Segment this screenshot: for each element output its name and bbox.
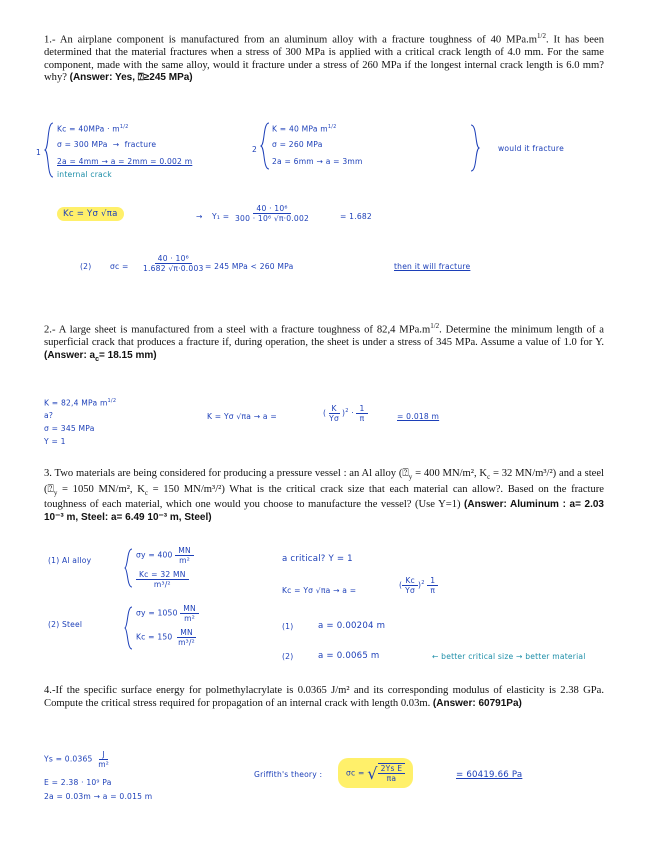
problem-2-text: 2.- A large sheet is manufactured from a steel with a fracture toughness of 82,4 MPa.m — [44, 324, 431, 336]
p2-a-unknown: a? — [44, 411, 54, 420]
problem-2-text-cont: . Determine the minimum length of a superficial crack that produces a fracture if, during operation, the sheet is under a stress of 345 MPa. Assume a value of 1.0 for Y. — [44, 324, 604, 349]
p4-result: = 60419.66 Pa — [456, 770, 523, 780]
sigma-c-fraction: $\frac{\text{40 · 10⁶}}{1.682 √\pi\cdot 0.003}$ — [143, 254, 204, 273]
p2-formula: K = Yσ √πa → a = — [207, 412, 277, 421]
a-critical-question: a critical? Y = 1 — [282, 554, 353, 564]
problem-3-answer: (Answer: Aluminum : a= 2.03 10⁻³ m, Steel: a= 6.49 10⁻³ m, Steel) — [44, 499, 604, 523]
internal-crack-note: internal crack — [57, 170, 112, 179]
y-label: Y₁ = — [212, 212, 230, 221]
subscript: c — [487, 473, 491, 482]
al-sigma-y: σy = 400 $\frac{MN}{\text{m²}}$ — [136, 546, 194, 565]
griffith-label: Griffith's theory : — [254, 770, 323, 779]
case-1-crack: 2a = 4mm → a = 2mm = 0.002 m — [57, 157, 193, 166]
sigma-c-label: σc = — [110, 262, 129, 271]
result-1: a = 0.00204 m — [318, 621, 386, 631]
case-2-k: K = 40 MPa $m^{1/2}$ — [272, 124, 337, 134]
problem-1-text: 1.- An airplane component is manufactured from an aluminum alloy with a fracture toughness of 40 MPa.m — [44, 34, 538, 46]
problem-3-text: = 150 MN/m³/²) What is the critical crack size that each material can allow?. Based on the fracture toughness of each material, which one would you choose to manufacture the vessel? (Use Y=1) — [44, 483, 604, 511]
subscript: y — [53, 488, 58, 497]
case-2-sigma: σ = 260 MPa — [272, 140, 323, 149]
al-brace — [124, 548, 133, 588]
p3-formula: Kc = Yσ √πa → a = — [282, 586, 357, 595]
case-2-brace — [260, 122, 270, 170]
sigma-c-result: = 245 MPa < 260 MPa — [205, 262, 294, 271]
al-alloy-label: (1) Al alloy — [48, 556, 92, 565]
problem-2-answer: (Answer: $a_c= 18.15$ mm) — [44, 349, 157, 363]
steel-brace — [124, 606, 133, 650]
exponent: 1/2 — [537, 32, 546, 40]
problem-1-text-cont: . It has been determined that the material fractures when a stress of 300 MPa is applied with a critical crack length of 4.0 mm. For the same component, made with the same alloy, would it fracture under a stress of 260 MPa if the longest internal crack length is 6.0 mm? why? — [44, 34, 605, 84]
griffith-formula-highlight: σc = √ $\frac{\text{2Ys E}}{\pi a}$ — [338, 758, 413, 788]
then-fracture-note: then it will fracture — [394, 262, 471, 271]
case-2-close-brace — [470, 124, 480, 172]
y-result: = 1.682 — [340, 212, 372, 221]
case-1-label: 1 — [36, 148, 42, 157]
problem-3-statement — [44, 468, 604, 525]
problem-3-text: = 1050 MN/m², K — [57, 483, 145, 495]
case-1-kc: $Kc = 40MPa \cdot m^{1/2}$ — [57, 124, 129, 134]
case-2-crack: 2a = 6mm → a = 3mm — [272, 157, 363, 166]
kc-formula-highlight: Kc = Yσ √πa — [57, 207, 124, 221]
p4-e: E = 2.38 · 10⁹ Pa — [44, 778, 112, 787]
problem-1-statement — [44, 30, 604, 85]
problem-4-text: 4.-If the specific surface energy for polmethylacrylate is 0.0365 J/m² and its corresponding modulus of elasticity is 2.38 GPa. Compute the critical stress required for propagation of an internal crack with length 0.03m. — [44, 685, 604, 709]
y-fraction: $\frac{\text{40 · 10⁶}}{\text{300 · 10⁶ √π·0.002}}$ — [235, 204, 310, 223]
steel-sigma-y: σy = 1050 $\frac{MN}{\text{m²}}$ — [136, 604, 199, 623]
p4-ys: Ys = 0.0365 $\frac{J}{\text{m²}}$ — [44, 750, 110, 769]
steel-kc: Kc = 150 $\frac{MN}{\text{m³/²}}$ — [136, 628, 195, 647]
result-2: a = 0.0065 m — [318, 651, 380, 661]
p2-k-value: K = 82,4 MPa $m^{1/2}$ — [44, 398, 117, 408]
problem-3-text: = 32 MN/m³/²) and a steel (⍰ — [44, 468, 605, 495]
steel-label: (2) Steel — [48, 620, 83, 629]
would-it-fracture-note: would it fracture — [498, 144, 564, 153]
exponent: 1/2 — [430, 322, 440, 330]
problem-3-text: 3. Two materials are being considered for producing a pressure vessel : an Al alloy (⍰ — [44, 468, 409, 479]
problem-4-answer: (Answer: 60791Pa) — [432, 697, 522, 709]
case-1-brace — [44, 122, 54, 178]
subscript: c — [144, 488, 148, 497]
problem-3-text: = 400 MN/m², K — [412, 468, 488, 479]
problem-2-statement — [44, 320, 604, 366]
subscript: y — [408, 473, 413, 482]
better-material-note: ← better critical size → better material — [432, 652, 586, 661]
step-2-label: (2) — [80, 262, 92, 271]
p2-fraction: ( $\frac{K}{Y\sigma}$ )$^2$ · $\frac{1}{\pi}$ — [323, 404, 368, 423]
p2-y: Y = 1 — [44, 437, 66, 446]
case-2-label: 2 — [252, 145, 258, 154]
arrow-y: → — [196, 212, 203, 221]
p4-a: 2a = 0.03m → a = 0.015 m — [44, 792, 153, 801]
p2-result: = 0.018 m — [397, 412, 440, 421]
result-2-label: (2) — [282, 652, 294, 661]
problem-1-answer: (Answer: Yes, ⍰≥245 MPa) — [69, 72, 193, 84]
case-1-sigma: σ = 300 MPa → fracture — [57, 140, 157, 149]
result-1-label: (1) — [282, 622, 294, 631]
al-kc: $\frac{Kc = 32 MN}{\text{m³/²}}$ — [136, 570, 189, 589]
problem-4-statement — [44, 685, 604, 710]
p3-fraction: ( $\frac{Kc}{Y\sigma}$ )$^2$ $\frac{1}{\pi}$ — [399, 576, 438, 595]
p2-sigma: σ = 345 MPa — [44, 424, 95, 433]
